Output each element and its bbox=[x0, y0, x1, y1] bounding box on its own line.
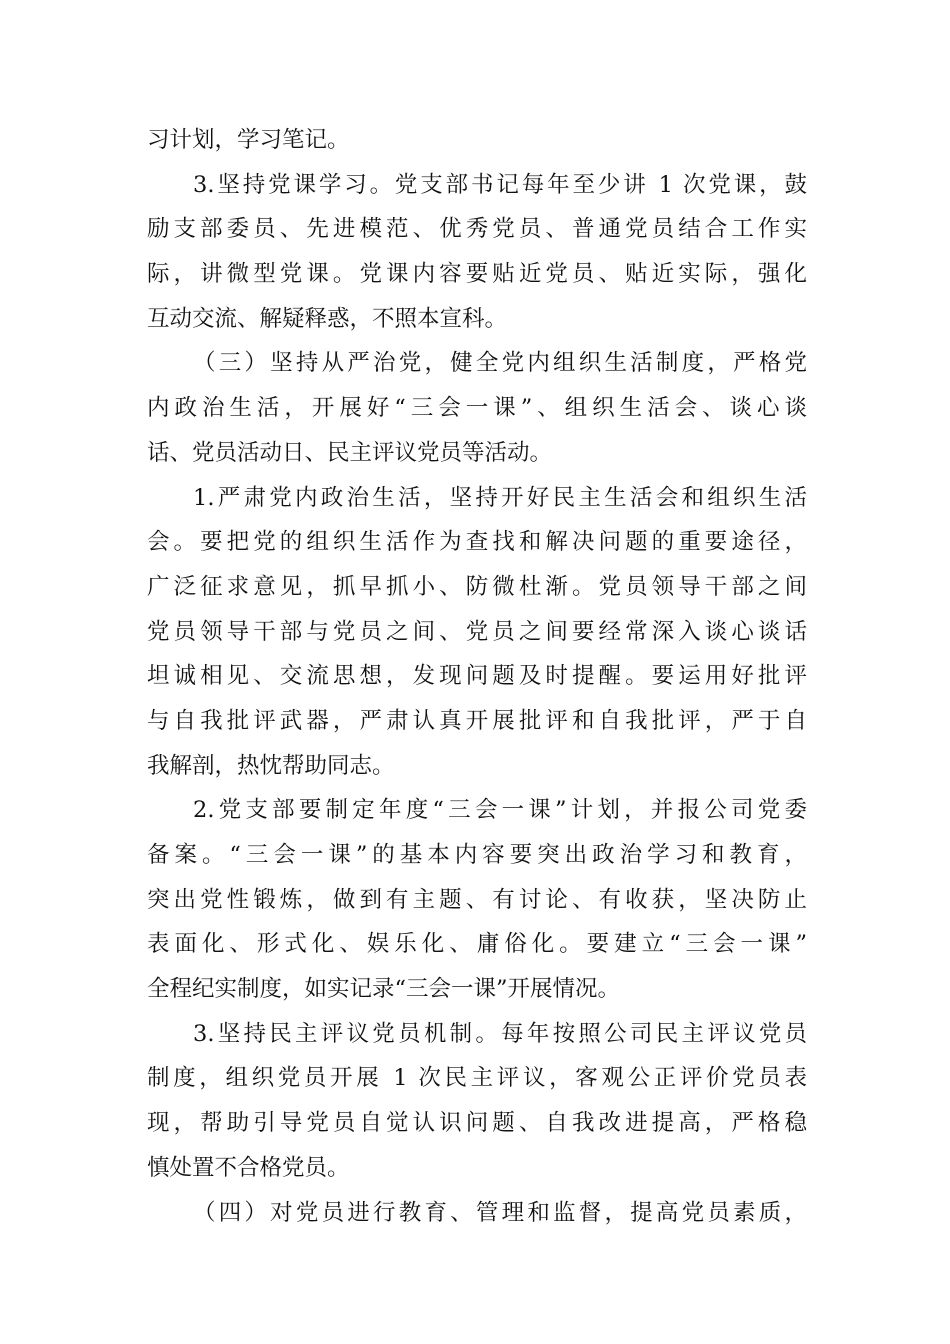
text-line: 广泛征求意见，抓早抓小、防微杜渐。党员领导干部之间 bbox=[147, 573, 807, 600]
text-line: 突出党性锻炼，做到有主题、有讨论、有收获，坚决防止 bbox=[147, 886, 807, 913]
text-line: 党员领导干部与党员之间、党员之间要经常深入谈心谈话 bbox=[147, 618, 807, 645]
text-line: 内政治生活，开展好“三会一课”、组织生活会、谈心谈 bbox=[147, 395, 807, 422]
text-line: 制度，组织党员开展 1 次民主评议，客观公正评价党员表 bbox=[147, 1065, 807, 1092]
text-line: 会。要把党的组织生活作为查找和解决问题的重要途径， bbox=[147, 529, 807, 556]
text-line: 与自我批评武器，严肃认真开展批评和自我批评，严于自 bbox=[147, 707, 807, 734]
text-line: 际，讲微型党课。党课内容要贴近党员、贴近实际，强化 bbox=[147, 261, 807, 288]
text-line: 全程纪实制度，如实记录“三会一课”开展情况。 bbox=[147, 976, 621, 1003]
text-line: 励支部委员、先进模范、优秀党员、普通党员结合工作实 bbox=[147, 216, 807, 243]
text-line: 现，帮助引导党员自觉认识问题、自我改进提高，严格稳 bbox=[147, 1110, 807, 1137]
text-line: 3.坚持党课学习。党支部书记每年至少讲 1 次党课，鼓 bbox=[193, 171, 807, 198]
text-line: 1.严肃党内政治生活，坚持开好民主生活会和组织生活 bbox=[193, 484, 807, 511]
text-line: 3.坚持民主评议党员机制。每年按照公司民主评议党员 bbox=[193, 1020, 807, 1047]
text-line: 互动交流、解疑释惑，不照本宣科。 bbox=[147, 305, 508, 332]
text-line: （四）对党员进行教育、管理和监督，提高党员素质， bbox=[193, 1199, 807, 1226]
text-line: 话、党员活动日、民主评议党员等活动。 bbox=[147, 439, 553, 466]
text-line: 表面化、形式化、娱乐化、庸俗化。要建立“三会一课” bbox=[147, 931, 807, 958]
text-line: 坦诚相见、交流思想，发现问题及时提醒。要运用好批评 bbox=[147, 663, 807, 690]
text-line: 我解剖，热忱帮助同志。 bbox=[147, 752, 395, 779]
text-line: 备案。“三会一课”的基本内容要突出政治学习和教育， bbox=[147, 842, 807, 868]
text-line: 慎处置不合格党员。 bbox=[147, 1154, 350, 1181]
text-line: 习计划，学习笔记。 bbox=[147, 127, 350, 153]
text-line: （三）坚持从严治党，健全党内组织生活制度，严格党 bbox=[193, 350, 807, 377]
text-line: 2.党支部要制定年度“三会一课”计划，并报公司党委 bbox=[193, 797, 807, 824]
document-body bbox=[147, 118, 807, 1235]
